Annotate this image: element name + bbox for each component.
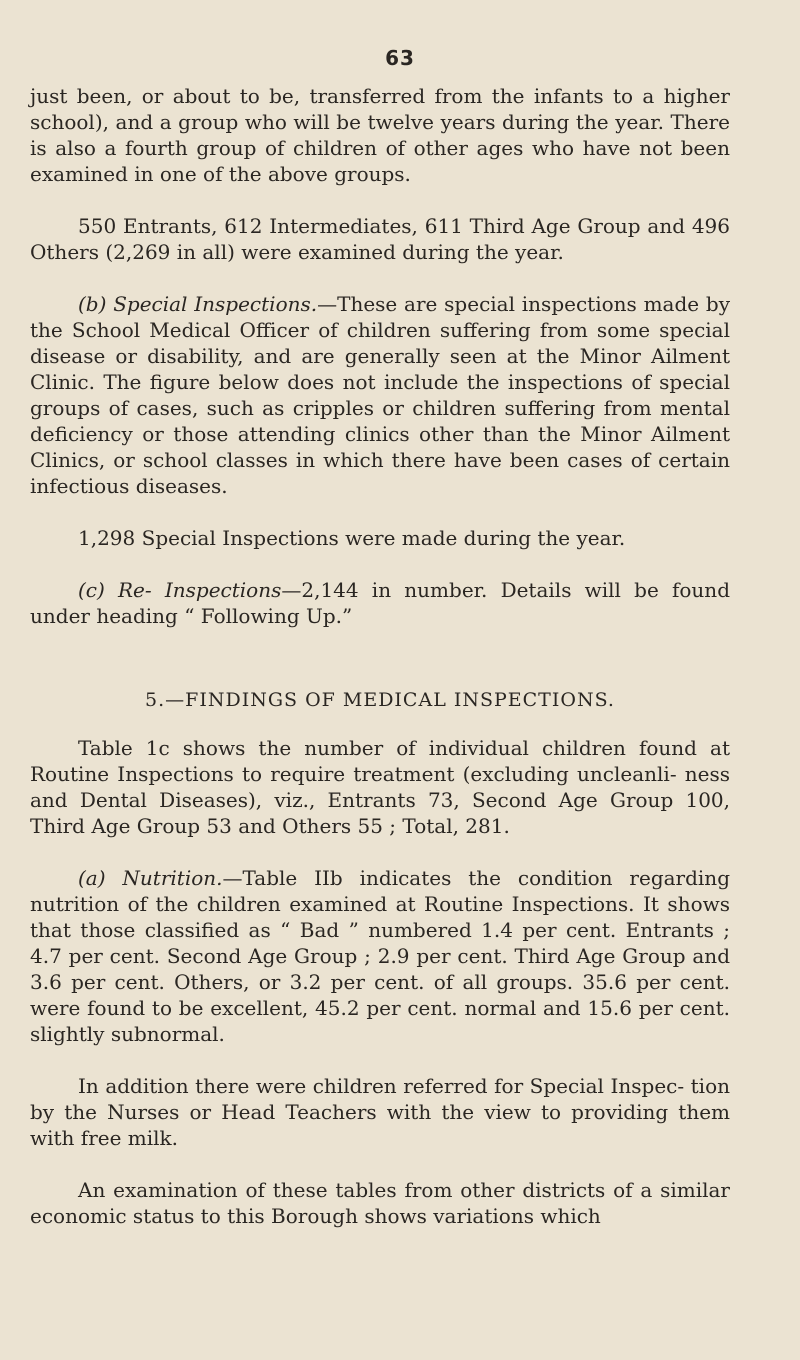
paragraph-free-milk: In addition there were children referred for Special Inspec- tion by the Nurses or Head Teachers with the view to providing them with free milk. xyxy=(30,1074,730,1150)
re-inspections-label: (c) Re- Inspections xyxy=(78,578,282,602)
paragraph-examination: An examination of these tables from other districts of a similar economic status to this Borough shows variations which xyxy=(30,1178,730,1228)
re-inspections-text: —2,144 in number. Details will be found under heading “ Following Up.” xyxy=(30,578,730,628)
section-heading: 5.—FINDINGS OF MEDICAL INSPECTIONS. xyxy=(145,689,615,711)
paragraph-nutrition xyxy=(30,865,730,1047)
body-text xyxy=(30,83,730,1255)
paragraph-examined-counts: 550 Entrants, 612 Intermediates, 611 Third Age Group and 496 Others (2,269 in all) were examined during the year. xyxy=(30,214,730,264)
paragraph-continuation: just been, or about to be, transferred from the infants to a higher school), and a group who will be twelve years during the year. There is also a fourth group of children of other ages who have not been examined in one of the above groups. xyxy=(30,84,730,186)
nutrition-label: (a) Nutrition. xyxy=(78,866,223,890)
special-inspections-label: (b) Special Inspections. xyxy=(78,292,318,316)
nutrition-text: —Table IIb indicates the condition regarding nutrition of the children examined at Routine Inspections. It shows that those classified as “ Bad ” numbered 1.4 per cent. Entrants ; 4.7 per cent. Second Age Group ; 2.9 per cent. Third Age Group and 3.6 per cent. Others, or 3.2 per cent. of all groups. 35.6 per cent. were found to be excellent, 45.2 per cent. normal and 15.6 per cent. slightly subnormal. xyxy=(30,866,730,1046)
paragraph-table-1c: Table 1c shows the number of individual children found at Routine Inspections to require treatment (excluding uncleanli- ness and Dental Diseases), viz., Entrants 73, Second Age Group 100, Third Age Group 53 and Others 55 ; Total, 281. xyxy=(30,736,730,838)
page-number: 63 xyxy=(385,46,415,70)
special-inspections-text: —These are special inspections made by the School Medical Officer of children suffering from some special disease or disability, and are generally seen at the Minor Ailment Clinic. The figure below does not include the inspections of special groups of cases, such as cripples or children suffering from mental deficiency or those attending clinics other than the Minor Ailment Clinics, or school classes in which there have been cases of certain infectious diseases. xyxy=(30,292,730,498)
paragraph-re-inspections xyxy=(30,577,730,629)
paragraph-special-inspections xyxy=(30,291,730,499)
paragraph-special-count: 1,298 Special Inspections were made during the year. xyxy=(78,526,626,550)
